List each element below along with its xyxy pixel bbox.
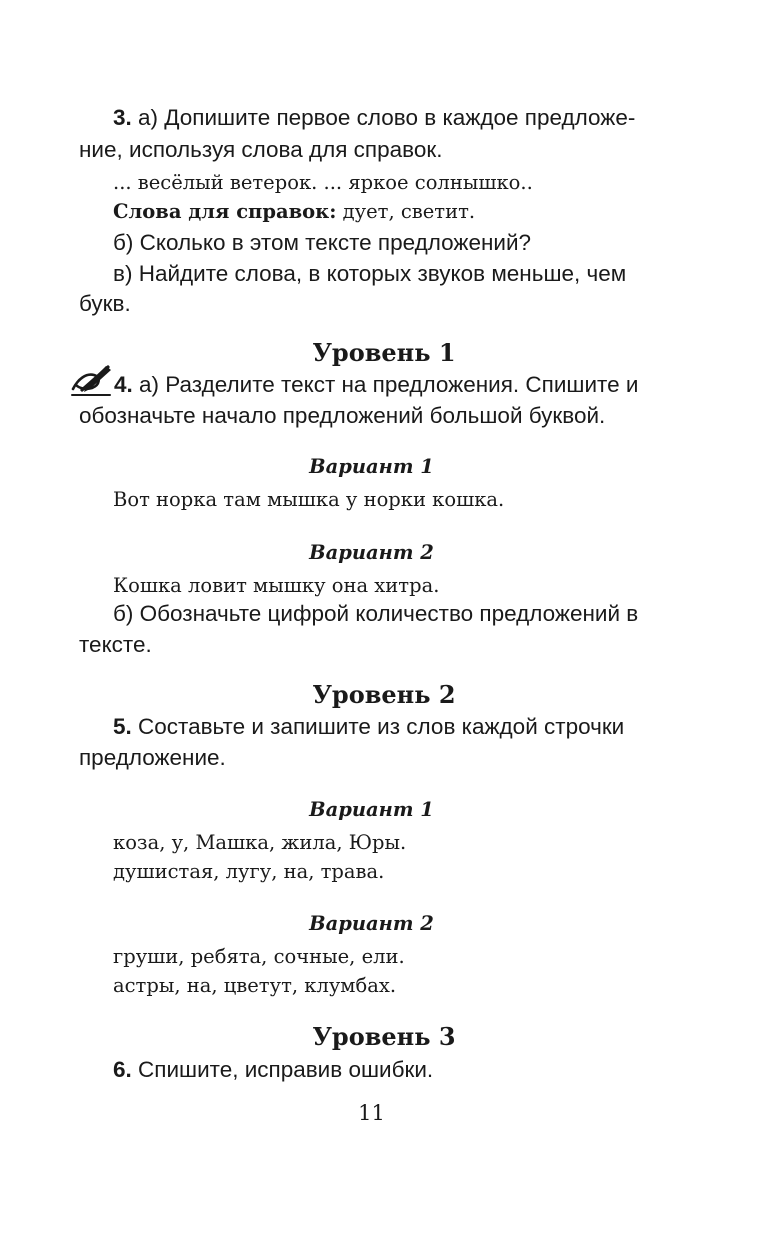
task5-variant2-label: Вариант 2 xyxy=(309,912,434,935)
task3-hint-label: Слова для справок: xyxy=(113,200,337,223)
task5-text-1: Составьте и запишите из слов каждой строчки xyxy=(131,714,625,739)
task3-part-v-line2: букв. xyxy=(79,291,131,316)
task5-variant1-line2: душистая, лугу, на, трава. xyxy=(113,860,385,883)
level1-heading: Уровень 1 xyxy=(312,338,456,367)
task6-text: Спишите, исправив ошибки. xyxy=(131,1057,434,1082)
task4-variant1-text: Вот норка там мышка у норки кошка. xyxy=(113,488,505,511)
task5-variant2-line1: груши, ребята, сочные, ели. xyxy=(113,945,405,968)
task5-variant2-line2: астры, на, цветут, клумбах. xyxy=(113,974,397,997)
task5-line2: предложение. xyxy=(79,745,226,770)
task5-variant1-line1: коза, у, Машка, жила, Юры. xyxy=(113,831,407,854)
task3-hint xyxy=(113,202,475,222)
level3-heading: Уровень 3 xyxy=(312,1022,456,1051)
page-number: 11 xyxy=(358,1101,385,1125)
task3-part-v-line1: в) Найдите слова, в которых звуков меньше, чем xyxy=(113,261,627,286)
task3-text-1: а) Допишите первое слово в каждое предложе- xyxy=(131,105,636,130)
task3-example: ... весёлый ветерок. ... яркое солнышко.. xyxy=(113,171,533,194)
task4-part-b-line1: б) Обозначьте цифрой количество предложений в xyxy=(113,601,639,626)
task4-line1 xyxy=(114,374,638,397)
task4-number: 4. xyxy=(114,372,133,397)
pen-write-icon xyxy=(70,363,116,399)
task4-text-1: а) Разделите текст на предложения. Спишите и xyxy=(132,372,639,397)
task3-hint-words: дует, светит. xyxy=(336,200,476,223)
level2-heading: Уровень 2 xyxy=(312,680,456,709)
task4-variant2-text: Кошка ловит мышку она хитра. xyxy=(113,574,440,597)
task3-line1 xyxy=(113,107,635,130)
task4-variant2-label: Вариант 2 xyxy=(309,541,434,564)
task5-line1 xyxy=(113,716,624,739)
task4-line2: обозначьте начало предложений большой буквой. xyxy=(79,403,606,428)
task3-number: 3. xyxy=(113,105,132,130)
task3-part-b: б) Сколько в этом тексте предложений? xyxy=(113,230,532,255)
task4-part-b-line2: тексте. xyxy=(79,632,152,657)
task5-number: 5. xyxy=(113,714,132,739)
task6-number: 6. xyxy=(113,1057,132,1082)
task5-variant1-label: Вариант 1 xyxy=(309,798,434,821)
task4-variant1-label: Вариант 1 xyxy=(309,455,434,478)
task3-line2: ние, используя слова для справок. xyxy=(79,137,443,162)
task6-line xyxy=(113,1059,433,1082)
